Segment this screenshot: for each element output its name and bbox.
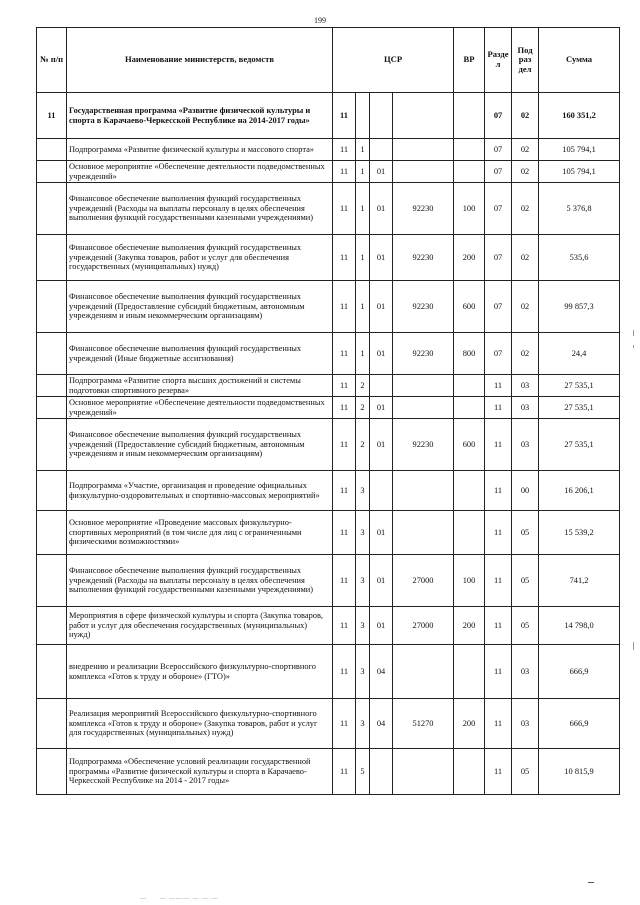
table-header-row: [37, 28, 620, 93]
table-row: [37, 397, 620, 419]
csr-subprogram: 3: [356, 607, 370, 645]
row-vr: [454, 161, 485, 183]
row-number: 11: [37, 93, 67, 139]
scan-artifact: [633, 642, 634, 650]
csr-event: 01: [370, 183, 393, 235]
row-podrazdel: 05: [512, 749, 539, 795]
csr-direction: 92230: [393, 183, 454, 235]
table-row: [37, 607, 620, 645]
csr-event: 01: [370, 397, 393, 419]
row-name: Подпрограмма «Обеспечение условий реализации государственной программы «Развитие физической культуры и спорта в Карачаево-Черкесской Республике на 2014 - 2017 годы»: [67, 749, 333, 795]
table-row: [37, 511, 620, 555]
row-name: Финансовое обеспечение выполнения функций государственных учреждений (Предоставление субсидий бюджетным, автономным учреждениям и иным некоммерческим организациям): [67, 281, 333, 333]
row-name: Подпрограмма «Развитие физической культуры и массового спорта»: [67, 139, 333, 161]
row-summa: 99 857,3: [539, 281, 620, 333]
scan-artifact: [633, 345, 634, 348]
csr-direction: 92230: [393, 281, 454, 333]
header-csr: ЦСР: [333, 28, 454, 93]
row-podrazdel: 03: [512, 699, 539, 749]
row-razdel: 11: [485, 397, 512, 419]
row-podrazdel: 02: [512, 93, 539, 139]
table-row: [37, 699, 620, 749]
csr-direction: [393, 161, 454, 183]
row-summa: 105 794,1: [539, 161, 620, 183]
csr-event: 01: [370, 607, 393, 645]
header-summa: Сумма: [539, 28, 620, 93]
row-name: Подпрограмма «Развитие спорта высших достижений и системы подготовки спортивного резерва»: [67, 375, 333, 397]
row-razdel: 11: [485, 471, 512, 511]
row-vr: 100: [454, 555, 485, 607]
row-name: Реализация мероприятий Всероссийского физкультурно-спортивного комплекса «Готов к труду и обороне» (Закупка товаров, работ и услуг для государственных (муниципальных) нужд): [67, 699, 333, 749]
table-row: [37, 139, 620, 161]
table-row: [37, 235, 620, 281]
budget-table: [36, 27, 620, 795]
csr-event: 01: [370, 419, 393, 471]
row-razdel: 11: [485, 419, 512, 471]
row-razdel: 11: [485, 375, 512, 397]
csr-direction: [393, 511, 454, 555]
csr-program: 11: [333, 607, 356, 645]
page-footer-artifact: — — ——— — — —: [140, 896, 219, 902]
row-name: внедрению и реализации Всероссийского физкультурно-спортивного комплекса «Готов к труду и обороне» (ГТО)»: [67, 645, 333, 699]
table-row: [37, 93, 620, 139]
row-vr: [454, 139, 485, 161]
row-vr: [454, 375, 485, 397]
row-name: Основное мероприятие «Обеспечение деятельности подведомственных учреждений»: [67, 397, 333, 419]
csr-event: 01: [370, 281, 393, 333]
row-number: [37, 511, 67, 555]
row-name: Подпрограмма «Участие, организация и проведение официальных физкультурно-оздоровительных и спортивно-массовых мероприятий»: [67, 471, 333, 511]
row-name: Финансовое обеспечение выполнения функций государственных учреждений (Иные бюджетные ассигнования): [67, 333, 333, 375]
row-summa: 666,9: [539, 699, 620, 749]
table-row: [37, 645, 620, 699]
csr-program: 11: [333, 555, 356, 607]
csr-direction: [393, 749, 454, 795]
csr-subprogram: 3: [356, 511, 370, 555]
row-podrazdel: 02: [512, 161, 539, 183]
csr-event: 04: [370, 699, 393, 749]
csr-direction: 27000: [393, 555, 454, 607]
row-podrazdel: 03: [512, 645, 539, 699]
header-podrazdel: Под раз дел: [512, 28, 539, 93]
row-podrazdel: 03: [512, 419, 539, 471]
row-podrazdel: 02: [512, 139, 539, 161]
csr-event: 01: [370, 511, 393, 555]
row-number: [37, 555, 67, 607]
row-razdel: 11: [485, 749, 512, 795]
table-row: [37, 419, 620, 471]
csr-program: 11: [333, 511, 356, 555]
row-vr: 800: [454, 333, 485, 375]
csr-program: 11: [333, 419, 356, 471]
csr-direction: [393, 93, 454, 139]
row-razdel: 11: [485, 511, 512, 555]
table-row: [37, 375, 620, 397]
csr-direction: 92230: [393, 419, 454, 471]
header-name: Наименование министерств, ведомств: [67, 28, 333, 93]
row-podrazdel: 03: [512, 375, 539, 397]
row-summa: 15 539,2: [539, 511, 620, 555]
csr-program: 11: [333, 183, 356, 235]
csr-subprogram: 2: [356, 375, 370, 397]
csr-direction: [393, 471, 454, 511]
csr-program: 11: [333, 645, 356, 699]
csr-event: 01: [370, 161, 393, 183]
row-podrazdel: 00: [512, 471, 539, 511]
row-podrazdel: 05: [512, 511, 539, 555]
row-podrazdel: 02: [512, 235, 539, 281]
row-razdel: 07: [485, 139, 512, 161]
row-number: [37, 333, 67, 375]
scan-artifact: [633, 330, 634, 336]
row-name: Государственная программа «Развитие физической культуры и спорта в Карачаево-Черкесской Республике на 2014-2017 годы»: [67, 93, 333, 139]
row-vr: 200: [454, 607, 485, 645]
header-num: № п/п: [37, 28, 67, 93]
csr-event: 01: [370, 555, 393, 607]
csr-subprogram: 1: [356, 183, 370, 235]
row-vr: 100: [454, 183, 485, 235]
row-vr: [454, 749, 485, 795]
csr-subprogram: 1: [356, 281, 370, 333]
csr-program: 11: [333, 397, 356, 419]
scan-mark: [588, 882, 594, 883]
table-row: [37, 183, 620, 235]
row-razdel: 11: [485, 555, 512, 607]
row-podrazdel: 02: [512, 281, 539, 333]
row-vr: 600: [454, 281, 485, 333]
header-razdel: Разде л: [485, 28, 512, 93]
row-number: [37, 749, 67, 795]
csr-program: 11: [333, 749, 356, 795]
csr-event: 01: [370, 333, 393, 375]
csr-event: [370, 471, 393, 511]
csr-direction: 92230: [393, 235, 454, 281]
table-row: [37, 281, 620, 333]
csr-subprogram: 3: [356, 645, 370, 699]
row-number: [37, 375, 67, 397]
csr-subprogram: 5: [356, 749, 370, 795]
row-number: [37, 281, 67, 333]
csr-direction: [393, 645, 454, 699]
row-podrazdel: 05: [512, 555, 539, 607]
csr-subprogram: 1: [356, 235, 370, 281]
csr-subprogram: 3: [356, 555, 370, 607]
csr-event: [370, 375, 393, 397]
row-number: [37, 183, 67, 235]
table-row: [37, 333, 620, 375]
csr-program: 11: [333, 471, 356, 511]
row-name: Финансовое обеспечение выполнения функций государственных учреждений (Расходы на выплаты персоналу в целях обеспечения выполнения функций государственными казенными учреждениями): [67, 555, 333, 607]
csr-subprogram: [356, 93, 370, 139]
csr-event: [370, 139, 393, 161]
row-vr: [454, 471, 485, 511]
csr-direction: [393, 397, 454, 419]
csr-subprogram: 1: [356, 161, 370, 183]
row-razdel: 07: [485, 161, 512, 183]
csr-subprogram: 3: [356, 471, 370, 511]
csr-subprogram: 2: [356, 419, 370, 471]
row-name: Основное мероприятие «Обеспечение деятельности подведомственных учреждений»: [67, 161, 333, 183]
header-vr: ВР: [454, 28, 485, 93]
csr-direction: 51270: [393, 699, 454, 749]
row-vr: 200: [454, 235, 485, 281]
row-razdel: 11: [485, 607, 512, 645]
row-number: [37, 699, 67, 749]
row-summa: 741,2: [539, 555, 620, 607]
row-vr: [454, 397, 485, 419]
row-summa: 535,6: [539, 235, 620, 281]
row-razdel: 07: [485, 333, 512, 375]
row-summa: 666,9: [539, 645, 620, 699]
csr-program: 11: [333, 333, 356, 375]
csr-direction: [393, 139, 454, 161]
page-number: 199: [314, 16, 326, 25]
row-razdel: 11: [485, 645, 512, 699]
row-number: [37, 645, 67, 699]
row-vr: [454, 93, 485, 139]
row-razdel: 07: [485, 183, 512, 235]
csr-subprogram: 1: [356, 333, 370, 375]
csr-direction: 27000: [393, 607, 454, 645]
row-name: Финансовое обеспечение выполнения функций государственных учреждений (Предоставление субсидий бюджетным, автономным учреждениям и иным некоммерческим организациям): [67, 419, 333, 471]
row-name: Мероприятия в сфере физической культуры и спорта (Закупка товаров, работ и услуг для обеспечения государственных (муниципальных) нужд): [67, 607, 333, 645]
row-summa: 24,4: [539, 333, 620, 375]
table-row: [37, 555, 620, 607]
row-podrazdel: 02: [512, 183, 539, 235]
row-number: [37, 397, 67, 419]
table-row: [37, 749, 620, 795]
row-vr: [454, 645, 485, 699]
csr-subprogram: 2: [356, 397, 370, 419]
row-summa: 160 351,2: [539, 93, 620, 139]
csr-event: 04: [370, 645, 393, 699]
csr-subprogram: 1: [356, 139, 370, 161]
csr-event: [370, 749, 393, 795]
row-razdel: 07: [485, 93, 512, 139]
row-podrazdel: 05: [512, 607, 539, 645]
row-number: [37, 139, 67, 161]
csr-event: [370, 93, 393, 139]
row-razdel: 07: [485, 281, 512, 333]
row-summa: 27 535,1: [539, 397, 620, 419]
row-number: [37, 235, 67, 281]
row-summa: 14 798,0: [539, 607, 620, 645]
csr-program: 11: [333, 93, 356, 139]
csr-direction: 92230: [393, 333, 454, 375]
row-number: [37, 471, 67, 511]
row-razdel: 07: [485, 235, 512, 281]
csr-direction: [393, 375, 454, 397]
row-number: [37, 607, 67, 645]
row-name: Основное мероприятие «Проведение массовых физкультурно-спортивных мероприятий (в том числе для лиц с ограниченными физическими возможностями»: [67, 511, 333, 555]
csr-program: 11: [333, 699, 356, 749]
row-vr: 600: [454, 419, 485, 471]
row-summa: 10 815,9: [539, 749, 620, 795]
csr-subprogram: 3: [356, 699, 370, 749]
csr-program: 11: [333, 139, 356, 161]
row-name: Финансовое обеспечение выполнения функций государственных учреждений (Расходы на выплаты персоналу в целях обеспечения выполнения функций государственными казенными учреждениями): [67, 183, 333, 235]
csr-program: 11: [333, 281, 356, 333]
row-summa: 105 794,1: [539, 139, 620, 161]
csr-program: 11: [333, 161, 356, 183]
row-podrazdel: 02: [512, 333, 539, 375]
row-name: Финансовое обеспечение выполнения функций государственных учреждений (Закупка товаров, работ и услуг для обеспечения государственных (муниципальных) нужд): [67, 235, 333, 281]
row-number: [37, 161, 67, 183]
row-summa: 16 206,1: [539, 471, 620, 511]
row-vr: [454, 511, 485, 555]
row-summa: 27 535,1: [539, 375, 620, 397]
row-summa: 5 376,8: [539, 183, 620, 235]
row-summa: 27 535,1: [539, 419, 620, 471]
row-number: [37, 419, 67, 471]
csr-event: 01: [370, 235, 393, 281]
row-razdel: 11: [485, 699, 512, 749]
row-podrazdel: 03: [512, 397, 539, 419]
row-vr: 200: [454, 699, 485, 749]
csr-program: 11: [333, 375, 356, 397]
table-row: [37, 471, 620, 511]
csr-program: 11: [333, 235, 356, 281]
table-row: [37, 161, 620, 183]
